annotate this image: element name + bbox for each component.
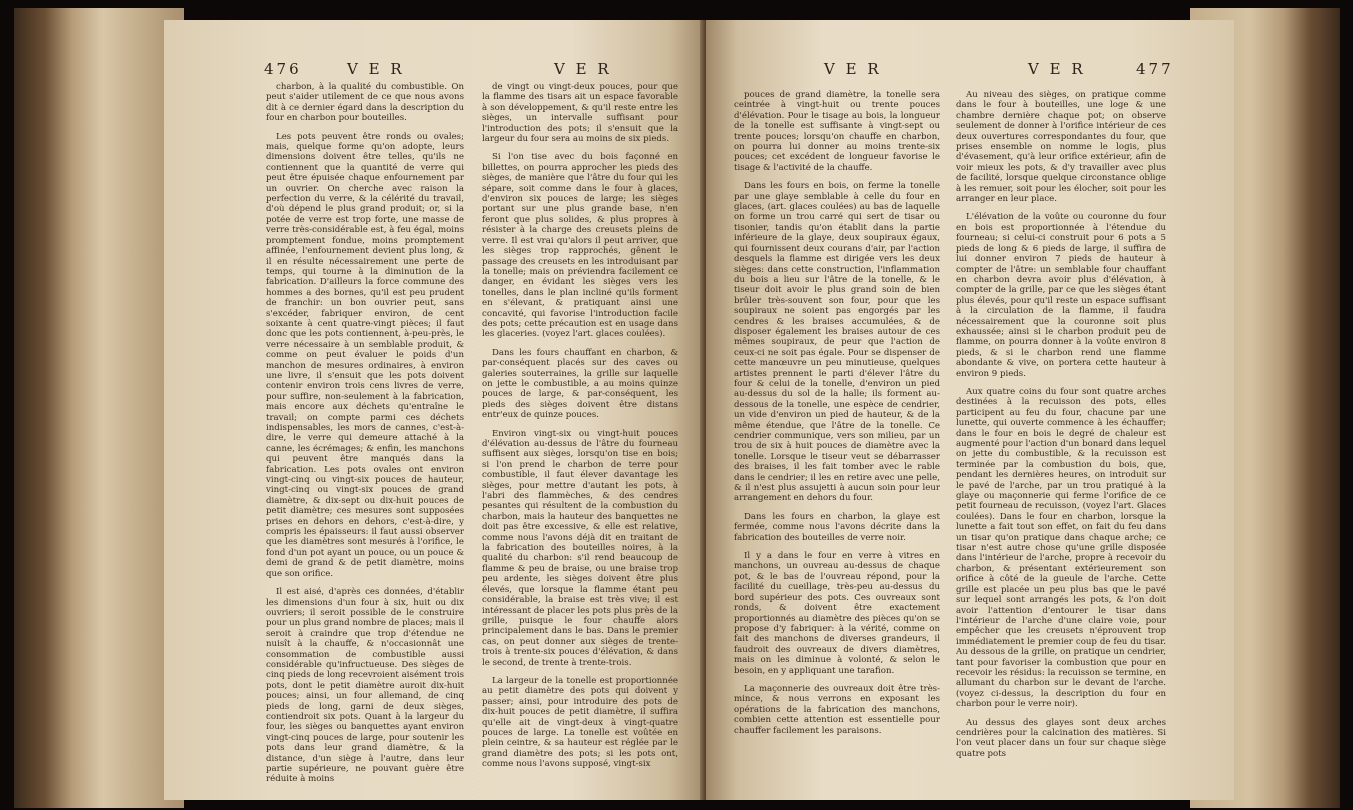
paragraph: Il est aisé, d'après ces données, d'établir les dimensions d'un four à six, huit ou dix ouvriers; il seroit possible de le construire pour un plus grand nombre de places; mais il seroit à craindre que trop d'étendue ne nuisît à la chauffe, & n'occasionnât une consommation de combustible aussi considérable qu'infructueuse. Des sièges de cinq pieds de long recevroient aisément trois pots, dont le petit diamètre auroit dix-huit pouces; ainsi, un four allemand, de cinq pieds de long, garni de deux sièges, contiendroit six pots. Quant à la largeur du four, les sièges ou banquettes ayant environ vingt-cinq pouces de large, pour soutenir les pots dans leur grand diamètre, & la distance, d'un siège à l'autre, dans leur partie supérieure, ne pouvant guère être réduite à moins [266,587,464,785]
paragraph: La maçonnerie des ouvreaux doit être très-mince, & nous verrons en exposant les opérations de la fabrication des manchons, combien cette attention est essentielle pour chauffer facilement les paraisons. [734,683,940,736]
page-number-left: 476 [264,60,302,78]
left-page [164,20,706,800]
running-head-left-2: V E R [554,60,612,78]
running-head-left-1: V E R [347,60,405,78]
open-book [14,8,1340,806]
book-edge-left [14,8,184,808]
paragraph: La largeur de la tonelle est proportionnée au petit diamètre des pots qui doivent y passer; ainsi, pour introduire des pots de dix-huit pouces de petit diamètre, il suffira qu'elle ait de vingt-deux à vingt-quatre pouces de large. La tonelle est voûtée en plein ceintre, & sa hauteur est réglée par le grand diamètre des pots; si les pots ont, comme nous l'avons supposé, vingt-six [482,675,678,770]
paragraph: Si l'on tise avec du bois façonné en billettes, on pourra approcher les pieds des sièges, de manière que l'âtre du four qui les sépare, soit comme dans le four à glaces, d'environ six pouces de large; les sièges portant sur une plus grande base, n'en feront que plus solides, & plus propres à résister à la charge des creusets pleins de verre. Il est vrai qu'alors il peut arriver, que les sièges trop rapprochés, gênent le passage des creusets en les introduisant par la tonelle; mais on préviendra facilement ce danger, en évidant les sièges vers les tonelles, dans le plan incliné qu'ils forment en s'élevant, & pratiquant ainsi une concavité, qui favorise l'introduction facile des pots; cette précaution est en usage dans les glaceries. (voyez l'art. glaces coulées). [482,152,678,340]
right-column-1 [734,90,940,744]
paragraph: Il y a dans le four en verre à vitres en manchons, un ouvreau au-dessus de chaque pot, & le bas de l'ouvreau répond, pour la facilité du cueillage, très-peu au-dessus du bord supérieur des pots. Ces ouvreaux sont ronds, & doivent être exactement proportionnés au diamètre des pièces qu'on se propose d'y fabriquer: à la vérité, comme on fait des manchons de diverses grandeurs, il faudroit des ouvreaux de divers diamètres, mais on les diminue à volonté, & selon le besoin, en y appliquant une tarafion. [734,551,940,676]
paragraph: charbon, à la qualité du combustible. On peut s'aider utilement de ce que nous avons dit à ce dernier égard dans la description du four en charbon pour bouteilles. [266,82,464,124]
page-number-right: 477 [1136,60,1174,78]
paragraph: Dans les fours chauffant en charbon, & par-conséquent placés sur des caves ou galeries souterraines, la grille sur laquelle on jette le combustible, a au moins quinze pouces de large, & par-conséquent, les pieds des sièges doivent être distans entr'eux de quinze pouces. [482,347,678,421]
running-head-right-1: V E R [824,60,882,78]
right-page [706,20,1234,800]
paragraph: Dans les fours en bois, on ferme la tonelle par une glaye semblable à celle du four en glaces, (art. glaces coulées) au bas de laquelle on forme un trou carré qui sert de tisar ou tisonier, tandis qu'on établit dans la partie inférieure de la glaye, deux soupiraux égaux, qui fournissent deux courans d'air, par l'action desquels la flamme est dirigée vers les deux sièges: dans cette construction, l'inflammation du bois a lieu sur l'âtre de la tonelle, & le tiseur doit avoir le plus grand soin de bien brûler très-souvent son four, pour que les soupiraux ne soient pas engorgés par les cendres & les braises accumulées, & de disposer également les braises autour de ces mêmes soupiraux, de peur que l'action de ceux-ci ne soit pas égale. Pour se dispenser de cette manœuvre un peu minutieuse, quelques artistes prennent le parti d'élever l'âtre du four & celui de la tonelle, d'environ un pied au-dessus du sol de la halle; ils forment au-dessous de la tonelle, une espèce de cendrier, un vide d'environ un pied de hauteur, & de la même étendue, que l'âtre de la tonelle. Ce cendrier communique, vers son milieu, par un trou de six à huit pouces de diamètre avec la tonelle. Lorsque le tiseur veut se débarrasser des braises, il les fait tomber avec le rable dans le cendrier; il les en retire avec une pelle, & il n'est plus assujetti à aucun soin pour leur arrangement en dehors du four. [734,181,940,504]
paragraph: L'élévation de la voûte ou couronne du four en bois est proportionnée à l'étendue du fourneau; si celui-ci construit pour 6 pots a 5 pieds de long & 6 pieds de large, il suffira de lui donner environ 7 pieds de hauteur à compter de l'âtre: un semblable four chauffant en charbon devra avoir plus d'élévation, à compter de la grille, par ce que les sièges étant plus élevés, pour qu'il reste un espace suffisant à la circulation de la flamme, il faudra nécessairement que la couronne soit plus exhaussée; ainsi si le charbon produit peu de flamme, on pourra donner à la voûte environ 8 pieds, & si le charbon rend une flamme abondante & vive, on portera cette hauteur à environ 9 pieds. [956,212,1166,379]
paragraph: de vingt ou vingt-deux pouces, pour que la flamme des tisars ait un espace favorable à son développement, & qu'il reste entre les sièges, un intervalle suffisant pour l'introduction des pots; il s'ensuit que la largeur du four sera au moins de six pieds. [482,82,678,145]
paragraph: Les pots peuvent être ronds ou ovales; mais, quelque forme qu'on adopte, leurs dimensions doivent être telles, qu'ils ne contiennent que la quantité de verre qui peut être épuisée chaque enfournement par un ouvrier. On cherche avec raison la perfection du verre, & la célérité du travail, d'où dépend le plus grand produit; or, si la potée de verre est trop forte, une masse de verre très-considérable est, à feu égal, moins promptement fondue, moins promptement affinée, l'enfournement devient plus long, & il en résulte nécessairement une perte de temps, qui tourne à la diminution de la fabrication. D'ailleurs la force commune des hommes a des bornes, qu'il est peu prudent de franchir: un bon ouvrier peut, sans s'excéder, fabriquer environ, de cent soixante à cent quatre-vingt pièces; il faut donc que les pots contiennent, à-peu-près, le verre nécessaire à un semblable produit, & comme on peut évaluer le poids d'un manchon de mesures ordinaires, à environ une livre, il s'ensuit que les pots doivent contenir environ trois cens livres de verre, pour suffire, non-seulement à la fabrication, mais encore aux déchets qu'entraîne le travail; on compte parmi ces déchets indispensables, les mors de cannes, c'est-à-dire, le verre qui demeure attaché à la canne, les écrémages; & enfin, les manchons qui peuvent être manqués dans la fabrication. Les pots ovales ont environ vingt-cinq ou vingt-six pouces de hauteur, vingt-cinq ou vingt-six pouces de grand diamètre, & dix-sept ou dix-huit pouces de petit diamètre; ces mesures sont supposées prises en dehors en dehors, c'est-à-dire, y compris les épaisseurs: il faut aussi observer que les diamètres sont mesurés à l'orifice, le fond d'un pot ayant un pouce, ou un pouce & demi de grand & de petit diamètre, moins que son orifice. [266,131,464,579]
paragraph: Dans les fours en charbon, la glaye est fermée, comme nous l'avons décrite dans la fabrication des bouteilles de verre noir. [734,511,940,543]
paragraph: Aux quatre coins du four sont quatre arches destinées à la recuisson des pots, elles participent au feu du four, chacune par une lunette, qui ouverte commence à les échauffer; dans le four en bois le degré de chaleur est augmenté pour l'action d'un bonard dans lequel on jette du combustible, & la recuisson est terminée par la combustion du bois, que, pendant les dernières heures, on introduit sur le pavé de l'arche, par un trou pratiqué à la glaye ou maçonnerie qui ferme l'orifice de ce petit fourneau de recuisson, (voyez l'art. Glaces coulées). Dans le four en charbon, lorsque la lunette a fait tout son effet, on fait du feu dans un tisar qu'on pratique dans chaque arche; ce tisar n'est autre chose qu'une grille disposée dans l'intérieur de l'arche, propre à recevoir du charbon, & présentant extérieurement son orifice à côté de la gueule de l'arche. Cette grille est placée un peu plus bas que le pavé sur lequel sont arrangés les pots, & l'on doit avoir l'attention d'entourer le tisar dans l'intérieur de l'arche d'une claire voie, pour empêcher que les creusets n'éprouvent trop immédiatement le premier coup de feu du tisar. Au dessous de la grille, on pratique un cendrier, tant pour favoriser la combustion que pour en recevoir les résidus: la recuisson se termine, en allumant du charbon sur le devant de l'arche. (voyez ci-dessus, la description du four en charbon pour le verre noir). [956,386,1166,710]
left-column-2 [482,82,678,778]
right-column-2 [956,90,1166,767]
left-column-1 [266,82,464,793]
paragraph: Au niveau des sièges, on pratique comme dans le four à bouteilles, une loge & une chambre dernière chaque pot; on observe seulement de donner à l'orifice intérieur de ces deux ouvertures correspondantes du four, que prises ensemble on nomme le logis, plus d'évasement, qu'à leur orifice extérieur, afin de voir mieux les pots, & d'y travailler avec plus de facilité, lorsque quelque circonstance oblige à les remuer, soit pour les élocher, soit pour les arranger en leur place. [956,90,1166,205]
paragraph: Au dessus des glayes sont deux arches cendrières pour la calcination des matières. Si l'on veut placer dans un four sur chaque siège quatre pots [956,717,1166,759]
paragraph: Environ vingt-six ou vingt-huit pouces d'élévation au-dessus de l'âtre du fourneau suffisent aux sièges, lorsqu'on tise en bois; si l'on prend le charbon de terre pour combustible, il faut élever davantage les sièges, pour mettre d'autant les pots, à l'abri des flammèches, & des cendres pesantes qui résultent de la combustion du charbon, mais la hauteur des banquettes ne doit pas être excessive, & elle est relative, comme nous l'avons déjà dit en traitant de la fabrication des bouteilles noires, à la qualité du charbon: s'il rend beaucoup de flamme & peu de braise, ou une braise trop peu ardente, les sièges doivent être plus élevés, que lorsque la flamme étant peu considérable, la braise est très vive; il est intéressant de placer les pots plus près de la grille, puisque le four chauffe alors principalement dans le bas. Dans le premier cas, on peut donner aux sièges de trente-trois à trente-six pouces d'élévation, & dans le second, de trente à trente-trois. [482,428,678,668]
running-head-right-2: V E R [1028,60,1086,78]
paragraph: pouces de grand diamètre, la tonelle sera ceintrée à vingt-huit ou trente pouces d'élévation. Pour le tisage au bois, la longueur de la tonelle est suffisante à vingt-sept ou trente pouces; lorsqu'on chauffe en charbon, on pourra lui donner au moins trente-six pouces; cet excédent de longueur favorise le tisage & l'activité de la chauffe. [734,90,940,173]
